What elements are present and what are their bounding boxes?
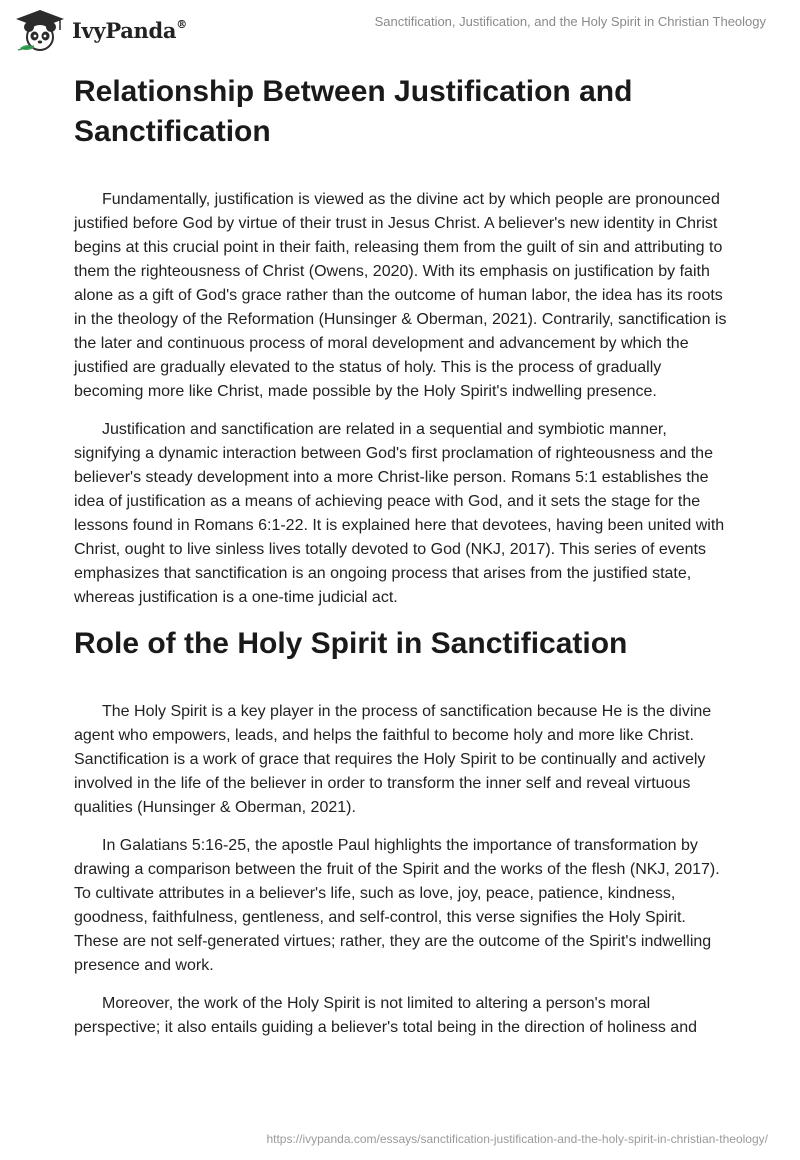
registered-mark: ® bbox=[176, 17, 187, 31]
panda-graduate-icon bbox=[14, 8, 66, 52]
document-title: Sanctification, Justification, and the Holy Spirit in Christian Theology bbox=[374, 14, 766, 29]
source-url[interactable]: https://ivypanda.com/essays/sanctification-justification-and-the-holy-spirit-in-christian-theology/ bbox=[266, 1132, 768, 1146]
ivypanda-logo[interactable] bbox=[14, 8, 187, 52]
page-header bbox=[0, 0, 800, 60]
section-heading: Relationship Between Justification and Sanctification bbox=[74, 75, 633, 148]
paragraph: In Galatians 5:16-25, the apostle Paul highlights the importance of transformation by drawing a comparison between the fruit of the Spirit and the works of the flesh (NKJ, 2017). To cultivate attributes in a believer's life, such as love, joy, peace, patience, kindness, goodness, faithfulness, gentleness, and self-control, this verse signifies the Holy Spirit. These are not self-generated virtues; rather, they are the outcome of the Spirit's indwelling presence and work. bbox=[74, 837, 720, 974]
paragraph: Justification and sanctification are related in a sequential and symbiotic manner, signifying a dynamic interaction between God's first proclamation of righteousness and the believer's steady development into a more Christ-like person. Romans 5:1 establishes the idea of justification as a means of achieving peace with God, and it sets the stage for the lessons found in Romans 6:1-22. It is explained here that devotees, having been united with Christ, ought to live sinless lives totally devoted to God (NKJ, 2017). This series of events emphasizes that sanctification is an ongoing process that arises from the justified state, whereas justification is a one-time judicial act. bbox=[74, 421, 725, 606]
logo-wordmark: IvyPanda® bbox=[72, 17, 187, 43]
paragraph: Moreover, the work of the Holy Spirit is not limited to altering a person's moral perspective; it also entails guiding a believer's total being in the direction of holiness and bbox=[74, 995, 697, 1036]
paragraph: Fundamentally, justification is viewed as the divine act by which people are pronounced justified before God by virtue of their trust in Jesus Christ. A believer's new identity in Christ begins at this crucial point in their faith, releasing them from the guilt of sin and attributing to them the righteousness of Christ (Owens, 2020). With its emphasis on justification by faith alone as a gift of God's grace rather than the outcome of human labor, the idea has its roots in the theology of the Reformation (Hunsinger & Oberman, 2021). Contrarily, sanctification is the later and continuous process of moral development and advancement by which the justified are gradually elevated to the status of holy. This is the process of gradually becoming more like Christ, made possible by the Holy Spirit's indwelling presence. bbox=[74, 191, 727, 400]
paragraph: The Holy Spirit is a key player in the process of sanctification because He is the divine agent who empowers, leads, and helps the faithful to become holy and more like Christ. Sanctification is a work of grace that requires the Holy Spirit to be continually and actively involved in the life of the believer in order to transform the inner self and reveal virtuous qualities (Hunsinger & Oberman, 2021). bbox=[74, 703, 712, 816]
section-heading: Role of the Holy Spirit in Sanctification bbox=[74, 627, 628, 660]
essay-body bbox=[74, 72, 734, 1054]
